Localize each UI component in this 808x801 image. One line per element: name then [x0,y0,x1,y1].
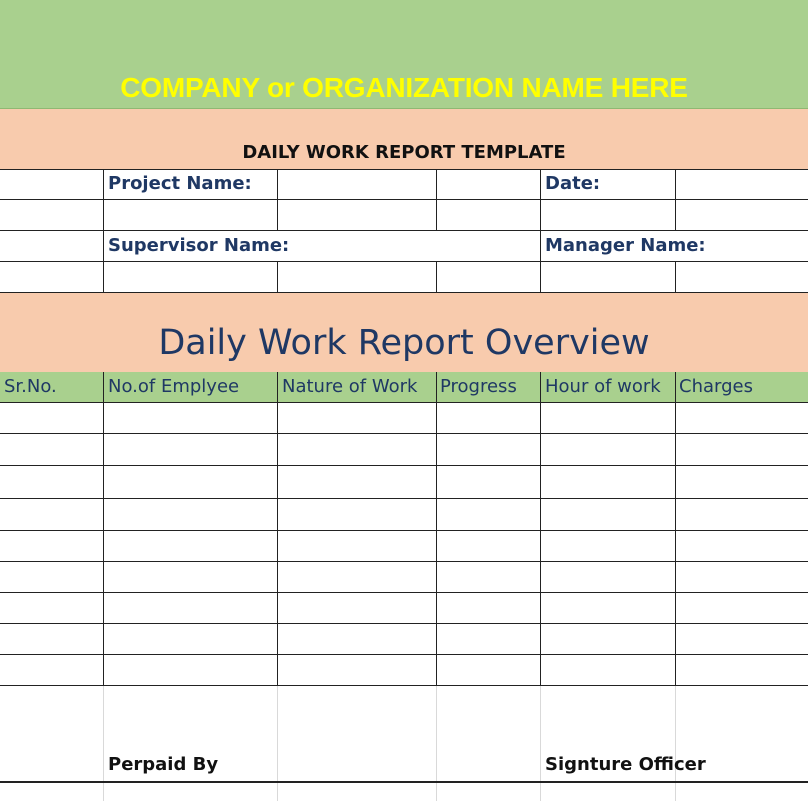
date-field[interactable] [676,170,807,199]
gridline [436,686,437,801]
manager-name-label: Manager Name: [545,235,706,256]
table-row[interactable] [0,403,808,433]
manager-name-field[interactable] [541,262,675,292]
info-row-divider [0,199,808,200]
info-row-divider [0,230,808,231]
info-col-divider [436,262,437,293]
gridline [540,686,541,801]
column-header-sr-no: Sr.No. [4,376,57,397]
table-row[interactable] [0,531,808,561]
table-row[interactable] [0,593,808,623]
table-row[interactable] [0,466,808,498]
supervisor-name-field[interactable] [104,262,277,292]
table-row[interactable] [0,655,808,685]
project-name-label: Project Name: [108,173,252,194]
info-col-divider [675,200,676,231]
info-col-divider [277,262,278,293]
gridline [277,686,278,801]
info-col-divider [277,200,278,231]
signature-line [0,781,808,783]
info-col-divider [436,200,437,231]
overview-title: Daily Work Report Overview [158,323,650,363]
project-name-field[interactable] [278,170,436,199]
table-row[interactable] [0,624,808,654]
prepaid-by-label: Perpaid By [108,754,219,775]
gridline [675,686,676,801]
signature-officer-label: Signture Officer [545,754,706,775]
column-header-no-of-employee: No.of Emplyee [108,376,240,397]
info-col-divider [675,262,676,293]
table-row[interactable] [0,562,808,592]
company-name: COMPANY or ORGANIZATION NAME HERE [120,72,688,103]
info-col-divider [436,169,437,200]
date-label: Date: [545,173,601,194]
column-header-charges: Charges [679,376,753,397]
gridline [103,686,104,801]
supervisor-name-label: Supervisor Name: [108,235,290,256]
column-header-nature-of-work: Nature of Work [282,376,418,397]
template-title: DAILY WORK REPORT TEMPLATE [242,142,566,163]
table-row-divider [0,685,808,686]
column-header-hour-of-work: Hour of work [545,376,661,397]
column-header-progress: Progress [440,376,517,397]
table-row[interactable] [0,434,808,465]
table-row[interactable] [0,499,808,530]
